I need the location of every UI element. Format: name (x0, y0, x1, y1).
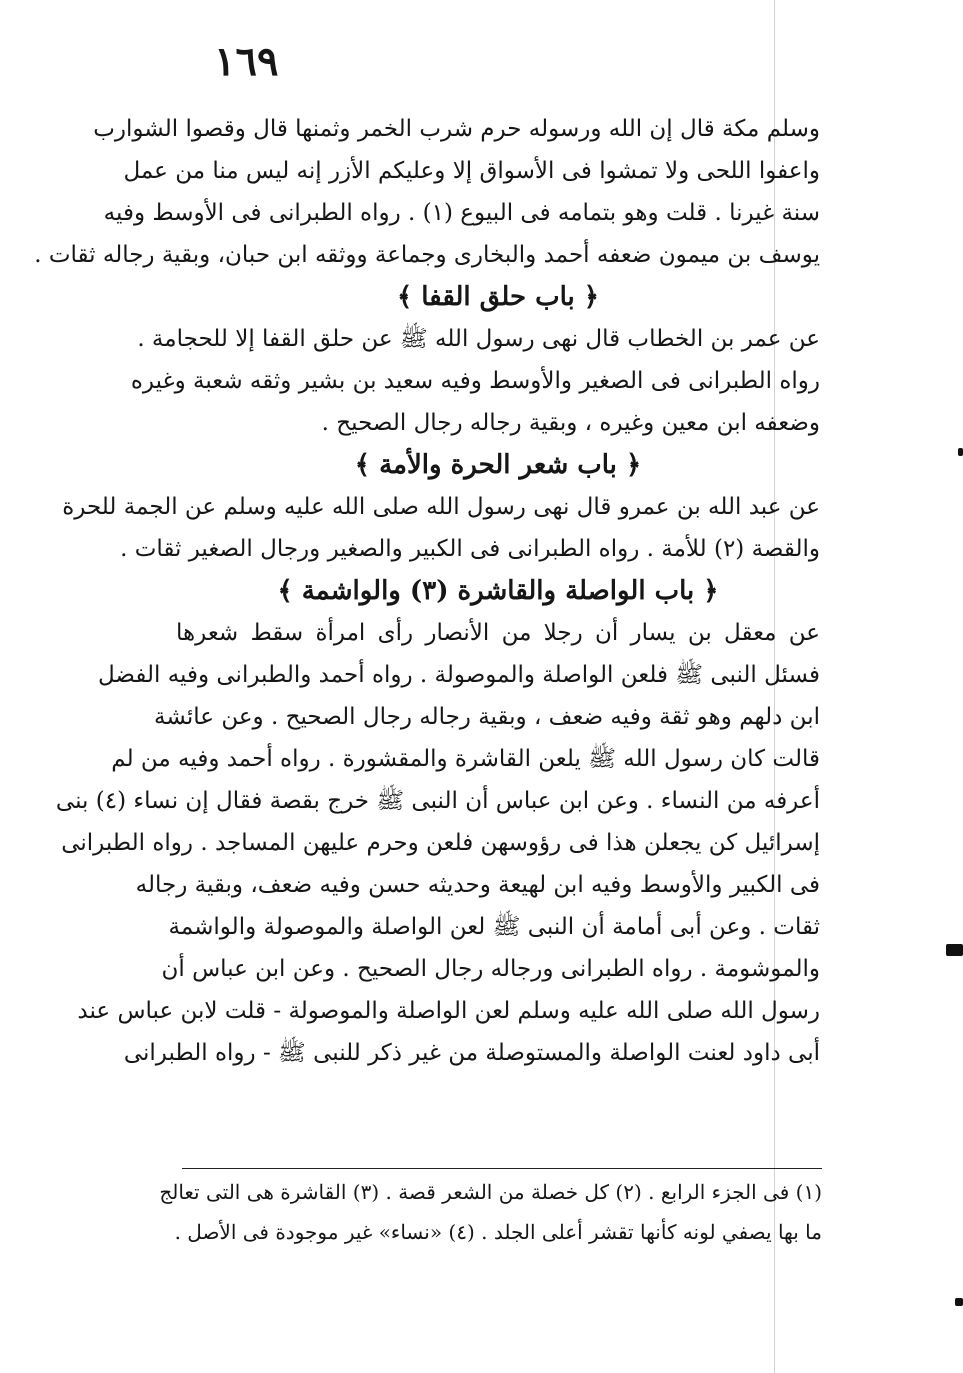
footnote-line: (١) فى الجزء الرابع . (٢) كل خصلة من الشعر قصة . (٣) القاشرة هى التى تعالج (159, 1180, 822, 1204)
text-line: فسئل النبى ﷺ فلعن الواصلة والموصولة . رواه أحمد والطبرانى وفيه الفضل (98, 662, 820, 688)
text-line: ابن دلهم وهو ثقة وفيه ضعف ، وبقية رجاله رجال الصحيح . وعن عائشة (154, 704, 820, 730)
text-line: رسول الله صلى الله عليه وسلم لعن الواصلة والموصولة - قلت لابن عباس عند (77, 998, 820, 1024)
text-line: واعفوا اللحى ولا تمشوا فى الأسواق إلا وعليكم الأزر إنه ليس منا من عمل (123, 158, 820, 184)
text-line: أعرفه من النساء . وعن ابن عباس أن النبى ﷺ خرج بقصة فقال إن نساء (٤) بنى (55, 788, 820, 814)
text-line: قالت كان رسول الله ﷺ يلعن القاشرة والمقشورة . رواه أحمد وفيه من لم (111, 746, 820, 772)
text-line: وسلم مكة قال إن الله ورسوله حرم شرب الخمر وثمنها قال وقصوا الشوارب (93, 116, 820, 142)
footnotes (159, 1172, 822, 1252)
footnote-line: ما بها يصفي لونه كأنها تقشر أعلى الجلد . (٤) «نساء» غير موجودة فى الأصل . (174, 1220, 822, 1244)
text-line: رواه الطبرانى فى الصغير والأوسط وفيه سعيد بن بشير وثقه شعبة وغيره (130, 368, 820, 394)
text-line: ثقات . وعن أبى أمامة أن النبى ﷺ لعن الواصلة والموصولة والواشمة (168, 914, 820, 940)
footnote-divider (182, 1168, 822, 1169)
text-line: عن عمر بن الخطاب قال نهى رسول الله ﷺ عن حلق القفا إلا للحجامة . (137, 326, 820, 352)
text-line: والقصة (٢) للأمة . رواه الطبرانى فى الكبير والصغير ورجال الصغير ثقات . (120, 536, 820, 562)
text-line: وضعفه ابن معين وغيره ، وبقية رجاله رجال الصحيح . (321, 410, 820, 436)
scan-margin-mark (958, 448, 963, 456)
text-line: يوسف بن ميمون ضعفه أحمد والبخارى وجماعة ووثقه ابن حبان، وبقية رجاله ثقات . (34, 242, 820, 268)
chapter-heading: ﴿ باب حلق القفا ﴾ (396, 282, 600, 312)
page-number: ١٦٩ (214, 38, 279, 85)
text-line: فى الكبير والأوسط وفيه ابن لهيعة وحديثه حسن وفيه ضعف، وبقية رجاله (135, 872, 820, 898)
scan-margin-mark (946, 944, 963, 956)
body-text (34, 108, 820, 1074)
scan-margin-mark (955, 1298, 963, 1306)
chapter-heading: ﴿ باب الواصلة والقاشرة (٣) والواشمة ﴾ (277, 576, 719, 606)
text-line: سنة غيرنا . قلت وهو بتمامه فى البيوع (١) . رواه الطبرانى فى الأوسط وفيه (103, 200, 820, 226)
text-line: إسرائيل كن يجعلن هذا فى رؤوسهن فلعن وحرم عليهن المساجد . رواه الطبرانى (61, 830, 820, 856)
text-line: عن معقل بن يسار أن رجلا من الأنصار رأى امرأة سقط شعرها (176, 620, 820, 646)
chapter-heading: ﴿ باب شعر الحرة والأمة ﴾ (354, 450, 642, 480)
text-line: والموشومة . رواه الطبرانى ورجاله رجال الصحيح . وعن ابن عباس أن (161, 956, 820, 982)
text-line: عن عبد الله بن عمرو قال نهى رسول الله صلى الله عليه وسلم عن الجمة للحرة (62, 494, 820, 520)
text-line: أبى داود لعنت الواصلة والمستوصلة من غير ذكر للنبى ﷺ - رواه الطبرانى (123, 1040, 820, 1066)
